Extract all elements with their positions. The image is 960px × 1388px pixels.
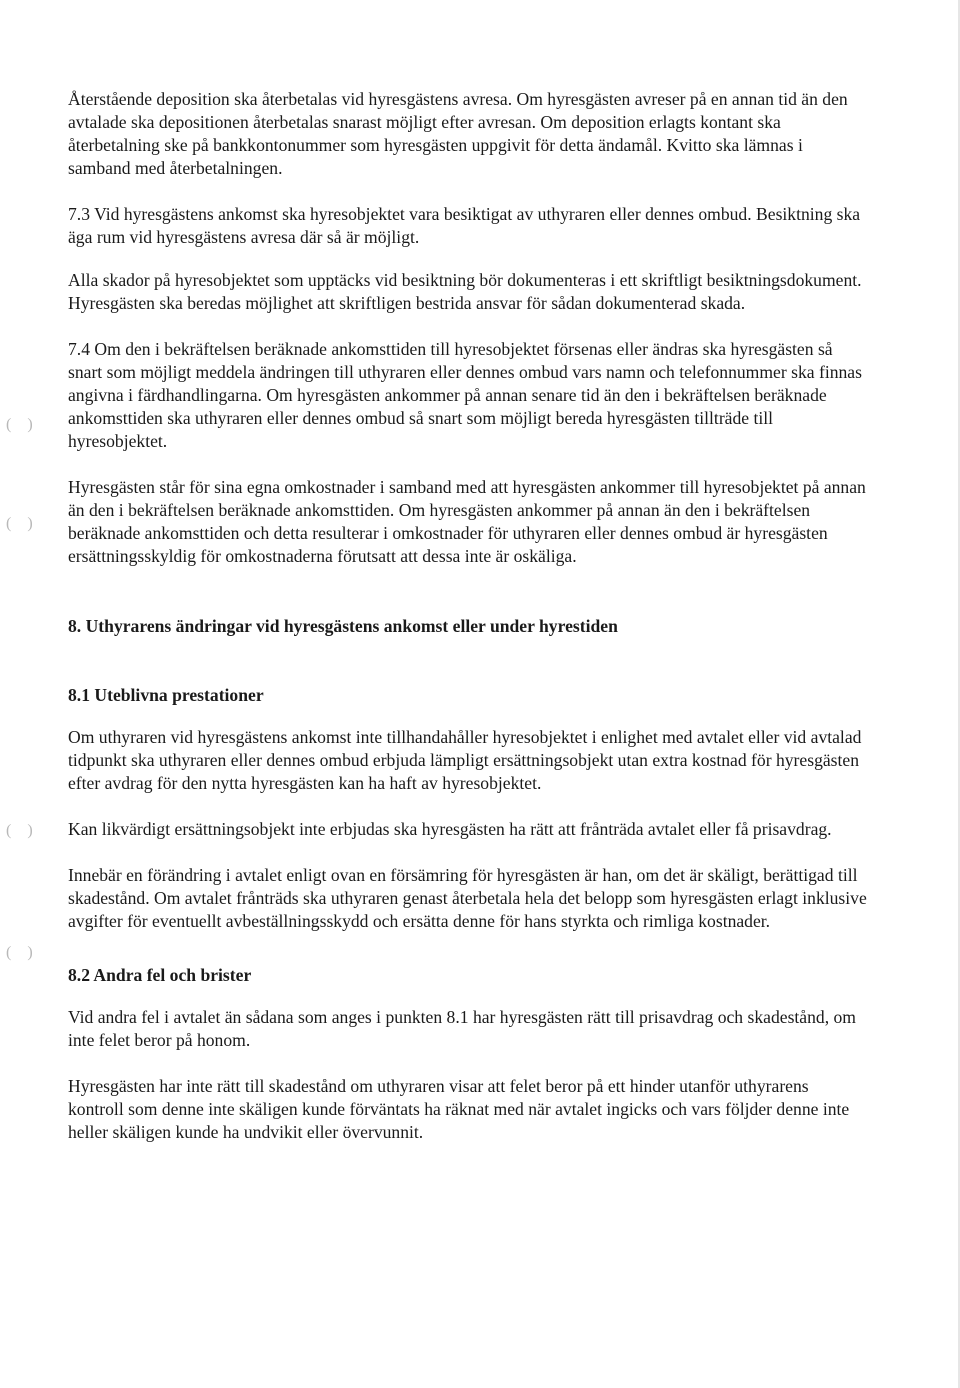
section-heading-8-2: 8.2 Andra fel och brister bbox=[68, 965, 252, 985]
document-page bbox=[68, 88, 868, 1144]
punch-mark-2: ( ) bbox=[6, 515, 33, 532]
section-number-7-3: 7.3 bbox=[68, 204, 90, 224]
paragraph-7-3 bbox=[68, 203, 868, 249]
paragraph-no-damages: Hyresgästen har inte rätt till skadestånd om uthyraren visar att felet beror på ett hinder utanför uthyrarens kontroll som denne inte skäligen kunde förväntats ha räknat med när avtalet ingicks och vars följder denne inte heller skäligen kunde ha undvikit eller övervunnit. bbox=[68, 1076, 850, 1142]
paragraph-other-faults: Vid andra fel i avtalet än sådana som anges i punkten 8.1 har hyresgästen rätt till prisavdrag och skadestånd, om inte felet beror på honom. bbox=[68, 1007, 856, 1050]
punch-mark-1: ( ) bbox=[6, 416, 33, 433]
section-heading-8-1: 8.1 Uteblivna prestationer bbox=[68, 685, 264, 705]
paragraph-deposition-return: Återstående deposition ska återbetalas vid hyresgästens avresa. Om hyresgästen avreser på en annan tid än den avtalade ska depositionen återbetalas snarast möjligt efter avresan. Om deposition erlagts kontant ska återbetalning ske på bankkontonummer som hyresgästen uppgivit för detta ändamål. Kvitto ska lämnas i samband med återbetalningen. bbox=[68, 89, 848, 178]
section-heading-8: 8. Uthyrarens ändringar vid hyresgästens ankomst eller under hyrestiden bbox=[68, 616, 618, 636]
punch-mark-4: ( ) bbox=[6, 944, 33, 961]
paragraph-7-3-text: Vid hyresgästens ankomst ska hyresobjektet vara besiktigat av uthyraren eller dennes ombud. Besiktning ska äga rum vid hyresgästens avresa där så är möjligt. bbox=[68, 204, 861, 247]
paragraph-damage-documentation: Alla skador på hyresobjektet som upptäcks vid besiktning bör dokumenteras i ett skriftligt besiktningsdokument. Hyresgästen ska beredas möjlighet att skriftligen bestrida ansvar för sådan dokumenterad skada. bbox=[68, 270, 862, 313]
paragraph-7-4-text: Om den i bekräftelsen beräknade ankomsttiden till hyresobjektet försenas eller ändras ska hyresgästen så snart som möjligt meddela ändringen till uthyraren eller dennes ombud vars namn och telefonnummer ska finnas angivna i färdhandlingarna. Om hyresgästen ankommer på annan senare tid än den i bekräftelsen beräknade ankomsttiden ska uthyraren eller dennes ombud så snart som möjligt bereda hyresgästen tillträde till hyresobjektet. bbox=[68, 339, 862, 451]
punch-mark-3: ( ) bbox=[6, 822, 33, 839]
paragraph-7-4 bbox=[68, 338, 868, 453]
section-number-7-4: 7.4 bbox=[68, 339, 90, 359]
paragraph-damages-entitlement: Innebär en förändring i avtalet enligt ovan en försämring för hyresgästen är han, om det är skäligt, berättigad till skadestånd. Om avtalet frånträds ska uthyraren genast återbetala hela det belopp som hyresgästen erlagt inklusive avgifter för eventuellt avbeställningsskydd och ersätta denne för hans styrkta och rimliga kostnader. bbox=[68, 865, 867, 931]
paragraph-replacement-object: Om uthyraren vid hyresgästens ankomst inte tillhandahåller hyresobjektet i enlighet med avtalet eller vid avtalad tidpunkt ska uthyraren eller dennes ombud erbjuda lämpligt ersättningsobjekt utan extra kostnad för hyresgästen efter avdrag för den nytta hyresgästen kan ha haft av hyresobjektet. bbox=[68, 727, 862, 793]
paragraph-own-expenses: Hyresgästen står för sina egna omkostnader i samband med att hyresgästen ankommer till hyresobjektet på annan än den i bekräftelsen beräknade ankomsttiden. Om hyresgästen ankommer på annan än den i bekräftelsen beräknade ankomsttiden och detta resulterar i omkostnader för uthyraren eller dennes ombud är hyresgästen ersättningsskyldig för omkostnaderna förutsatt att dessa inte är oskäliga. bbox=[68, 477, 866, 566]
paragraph-withdraw-or-discount: Kan likvärdigt ersättningsobjekt inte erbjudas ska hyresgästen ha rätt att frånträda avtalet eller få prisavdrag. bbox=[68, 819, 832, 839]
